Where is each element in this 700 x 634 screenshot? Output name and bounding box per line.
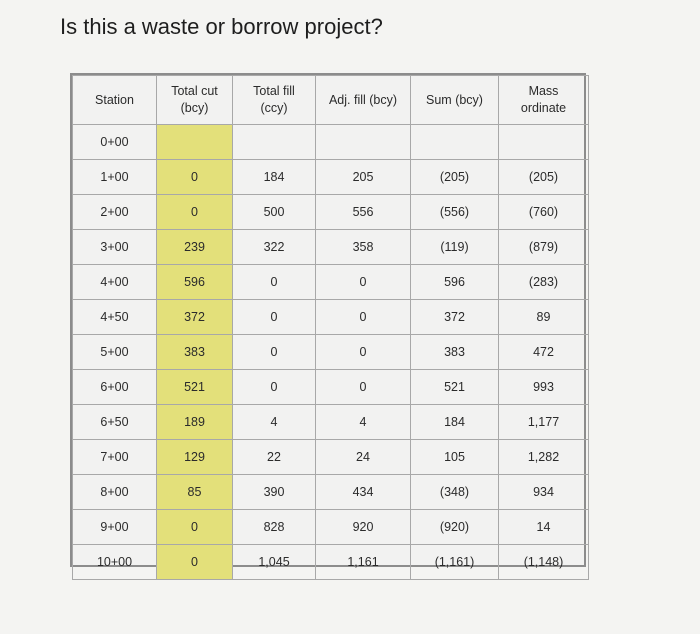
cell-mass-ordinate: (1,148)	[499, 545, 589, 580]
cell-mass-ordinate: (879)	[499, 230, 589, 265]
cell-adj-fill: 0	[316, 265, 411, 300]
header-row	[73, 76, 589, 125]
cell-mass-ordinate	[499, 125, 589, 160]
table-row	[73, 160, 589, 195]
cell-station: 5+00	[73, 335, 157, 370]
cell-total-cut: 372	[157, 300, 233, 335]
cell-total-cut: 129	[157, 440, 233, 475]
cell-adj-fill: 0	[316, 335, 411, 370]
table-row	[73, 405, 589, 440]
cell-adj-fill: 556	[316, 195, 411, 230]
cell-station: 1+00	[73, 160, 157, 195]
cell-station: 4+50	[73, 300, 157, 335]
cell-total-fill: 0	[233, 370, 316, 405]
table-body	[73, 125, 589, 580]
cell-total-cut: 189	[157, 405, 233, 440]
cell-station: 10+00	[73, 545, 157, 580]
cell-station: 9+00	[73, 510, 157, 545]
cell-station: 3+00	[73, 230, 157, 265]
cell-adj-fill: 0	[316, 300, 411, 335]
table-row	[73, 475, 589, 510]
cell-adj-fill: 358	[316, 230, 411, 265]
cell-station: 8+00	[73, 475, 157, 510]
cell-total-cut: 239	[157, 230, 233, 265]
table-row	[73, 265, 589, 300]
cell-total-cut: 0	[157, 160, 233, 195]
cell-mass-ordinate: 1,282	[499, 440, 589, 475]
mass-haul-table-container	[70, 73, 586, 567]
cell-total-fill: 0	[233, 300, 316, 335]
cell-total-cut: 0	[157, 510, 233, 545]
cell-sum: 184	[411, 405, 499, 440]
table-row	[73, 370, 589, 405]
cell-sum: (348)	[411, 475, 499, 510]
cell-total-fill: 0	[233, 335, 316, 370]
cell-total-fill: 322	[233, 230, 316, 265]
cell-adj-fill: 0	[316, 370, 411, 405]
cell-station: 0+00	[73, 125, 157, 160]
cell-total-fill: 828	[233, 510, 316, 545]
cell-adj-fill: 205	[316, 160, 411, 195]
table-row	[73, 125, 589, 160]
cell-station: 6+50	[73, 405, 157, 440]
cell-adj-fill: 4	[316, 405, 411, 440]
table-row	[73, 195, 589, 230]
table-row	[73, 300, 589, 335]
table-row	[73, 510, 589, 545]
cell-mass-ordinate: 472	[499, 335, 589, 370]
table-row	[73, 335, 589, 370]
header-mass-ordinate: Mass ordinate	[499, 76, 589, 125]
table-row	[73, 230, 589, 265]
cell-sum: (556)	[411, 195, 499, 230]
cell-station: 7+00	[73, 440, 157, 475]
cell-sum	[411, 125, 499, 160]
cell-sum: 596	[411, 265, 499, 300]
cell-sum: (119)	[411, 230, 499, 265]
cell-total-fill	[233, 125, 316, 160]
cell-adj-fill: 434	[316, 475, 411, 510]
table-row	[73, 440, 589, 475]
cell-sum: 105	[411, 440, 499, 475]
question-text: Is this a waste or borrow project?	[60, 14, 383, 39]
cell-station: 6+00	[73, 370, 157, 405]
cell-sum: 521	[411, 370, 499, 405]
cell-total-fill: 390	[233, 475, 316, 510]
cell-sum: (1,161)	[411, 545, 499, 580]
cell-total-fill: 1,045	[233, 545, 316, 580]
mass-haul-table	[72, 75, 589, 580]
cell-total-cut: 0	[157, 195, 233, 230]
cell-total-cut: 383	[157, 335, 233, 370]
cell-adj-fill	[316, 125, 411, 160]
cell-total-cut: 85	[157, 475, 233, 510]
cell-sum: 372	[411, 300, 499, 335]
cell-total-fill: 184	[233, 160, 316, 195]
cell-sum: (205)	[411, 160, 499, 195]
cell-total-cut: 596	[157, 265, 233, 300]
header-total-fill: Total fill (ccy)	[233, 76, 316, 125]
cell-adj-fill: 24	[316, 440, 411, 475]
cell-station: 2+00	[73, 195, 157, 230]
cell-station: 4+00	[73, 265, 157, 300]
cell-total-fill: 0	[233, 265, 316, 300]
cell-mass-ordinate: (283)	[499, 265, 589, 300]
header-station: Station	[73, 76, 157, 125]
cell-total-fill: 4	[233, 405, 316, 440]
cell-mass-ordinate: 993	[499, 370, 589, 405]
header-sum: Sum (bcy)	[411, 76, 499, 125]
cell-total-fill: 500	[233, 195, 316, 230]
cell-adj-fill: 1,161	[316, 545, 411, 580]
cell-sum: (920)	[411, 510, 499, 545]
cell-mass-ordinate: 934	[499, 475, 589, 510]
cell-total-cut: 0	[157, 545, 233, 580]
header-adj-fill: Adj. fill (bcy)	[316, 76, 411, 125]
cell-total-cut	[157, 125, 233, 160]
cell-total-fill: 22	[233, 440, 316, 475]
header-total-cut: Total cut (bcy)	[157, 76, 233, 125]
cell-mass-ordinate: 89	[499, 300, 589, 335]
cell-mass-ordinate: (760)	[499, 195, 589, 230]
cell-adj-fill: 920	[316, 510, 411, 545]
table-row	[73, 545, 589, 580]
cell-sum: 383	[411, 335, 499, 370]
cell-mass-ordinate: (205)	[499, 160, 589, 195]
cell-total-cut: 521	[157, 370, 233, 405]
cell-mass-ordinate: 14	[499, 510, 589, 545]
cell-mass-ordinate: 1,177	[499, 405, 589, 440]
